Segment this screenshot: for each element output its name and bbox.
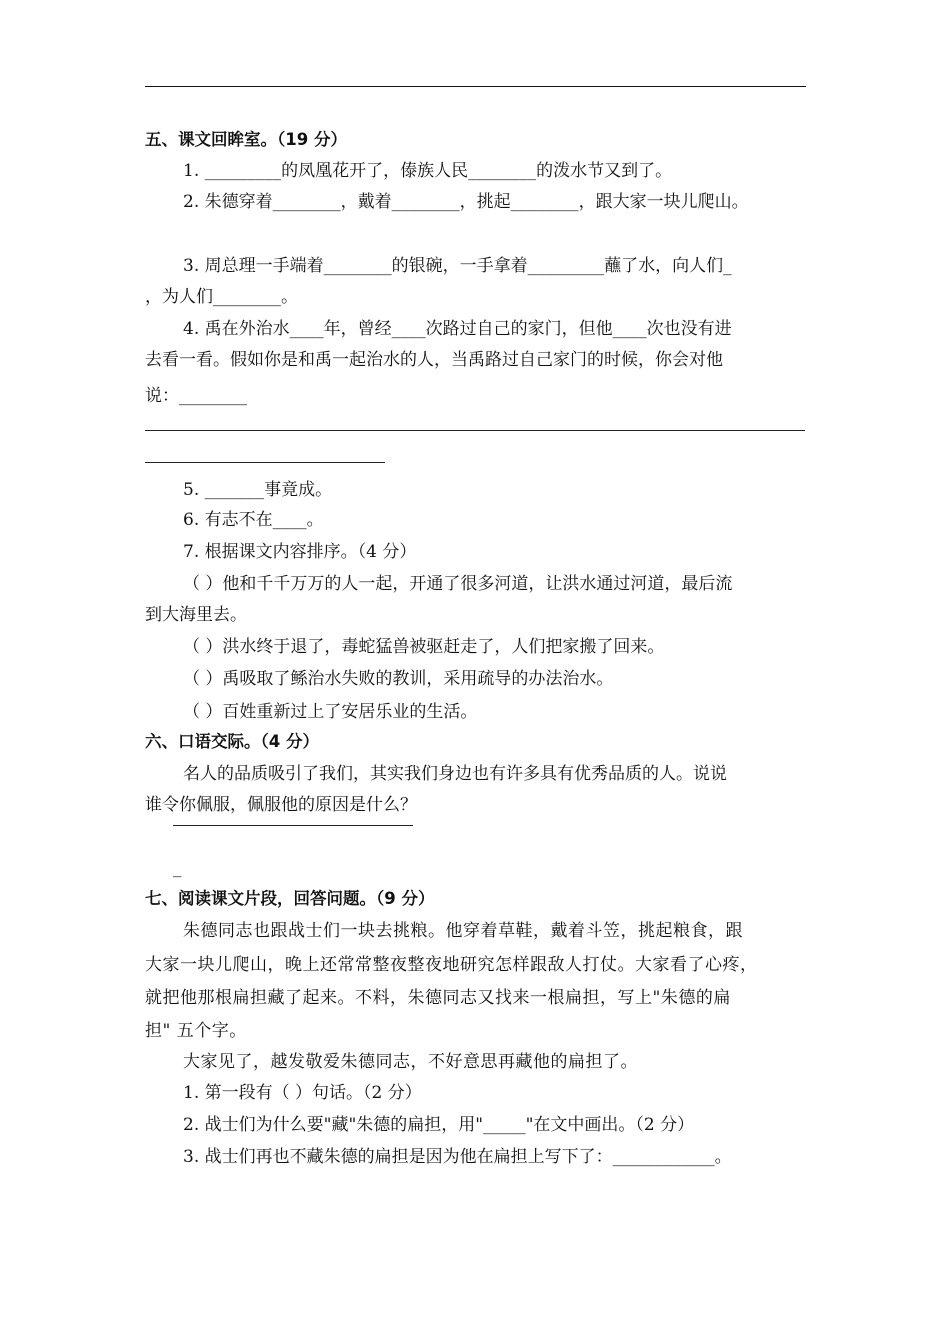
- section-six-prompt-line1: 名人的品质吸引了我们，其实我们身边也有许多具有优秀品质的人。说说: [183, 764, 727, 784]
- sort-item-1-line1: （ ）他和千千万万的人一起，开通了很多河道，让洪水通过河道，最后流: [183, 574, 733, 594]
- sort-item-1-line2: 到大海里去。: [145, 605, 247, 625]
- passage-line-1: 朱德同志也跟战士们一块去挑粮。他穿着草鞋，戴着斗笠，挑起粮食，跟: [183, 921, 743, 941]
- question-5-2: 2. 朱德穿着________，戴着________，挑起________，跟大家一块儿爬山。: [183, 192, 749, 212]
- answer-line[interactable]: [145, 430, 805, 431]
- section-seven-heading: 七、阅读课文片段，回答问题。（9 分）: [145, 889, 435, 908]
- sort-item-4: （ ）百姓重新过上了安居乐业的生活。: [183, 702, 478, 722]
- question-7-2: 2. 战士们为什么要"藏"朱德的扁担，用"_____"在文中画出。（2 分）: [183, 1115, 695, 1135]
- question-7-1: 1. 第一段有（ ）句话。（2 分）: [183, 1083, 422, 1103]
- section-six-prompt-line2: 谁令你佩服，佩服他的原因是什么？: [145, 795, 417, 815]
- section-six-heading: 六、口语交际。（4 分）: [145, 732, 319, 751]
- question-7-3: 3. 战士们再也不藏朱德的扁担是因为他在扁担上写下了：____________。: [183, 1147, 732, 1167]
- passage-line-5: 大家见了，越发敬爱朱德同志，不好意思再藏他的扁担了。: [183, 1052, 638, 1072]
- passage-line-3: 就把他那根扁担藏了起来。不料，朱德同志又找来一根扁担，写上"朱德的扁: [145, 988, 731, 1008]
- header-rule: [145, 86, 806, 87]
- question-5-6: 6. 有志不在____。: [183, 510, 324, 530]
- stray-underscore: _: [173, 858, 182, 878]
- answer-line[interactable]: [145, 462, 385, 463]
- sort-item-2: （ ）洪水终于退了，毒蛇猛兽被驱赶走了，人们把家搬了回来。: [183, 637, 665, 657]
- section-five-heading: 五、课文回眸室。（19 分）: [145, 130, 347, 149]
- passage-line-4: 担" 五个字。: [145, 1021, 247, 1041]
- question-5-3-line1: 3. 周总理一手端着________的银碗，一手拿着_________蘸了水，向人们_: [183, 256, 732, 276]
- passage-line-2: 大家一块儿爬山，晚上还常常整夜整夜地研究怎样跟敌人打仗。大家看了心疼，: [145, 955, 758, 975]
- question-5-7: 7. 根据课文内容排序。（4 分）: [183, 542, 417, 562]
- question-5-4-line2: 去看一看。假如你是和禹一起治水的人，当禹路过自己家门的时候，你会对他: [145, 350, 723, 370]
- answer-line[interactable]: [173, 825, 413, 826]
- question-5-4-line1: 4. 禹在外治水____年，曾经____次路过自己的家门，但他____次也没有进: [183, 319, 732, 339]
- question-5-1: 1. _________的凤凰花开了，傣族人民________的泼水节又到了。: [183, 161, 673, 181]
- question-5-3-line2: ，为人们________。: [145, 287, 298, 307]
- question-5-5: 5. _______事竟成。: [183, 480, 333, 500]
- sort-item-3: （ ）禹吸取了鲧治水失败的教训，采用疏导的办法治水。: [183, 669, 614, 689]
- question-5-4-line3: 说：________: [145, 386, 247, 406]
